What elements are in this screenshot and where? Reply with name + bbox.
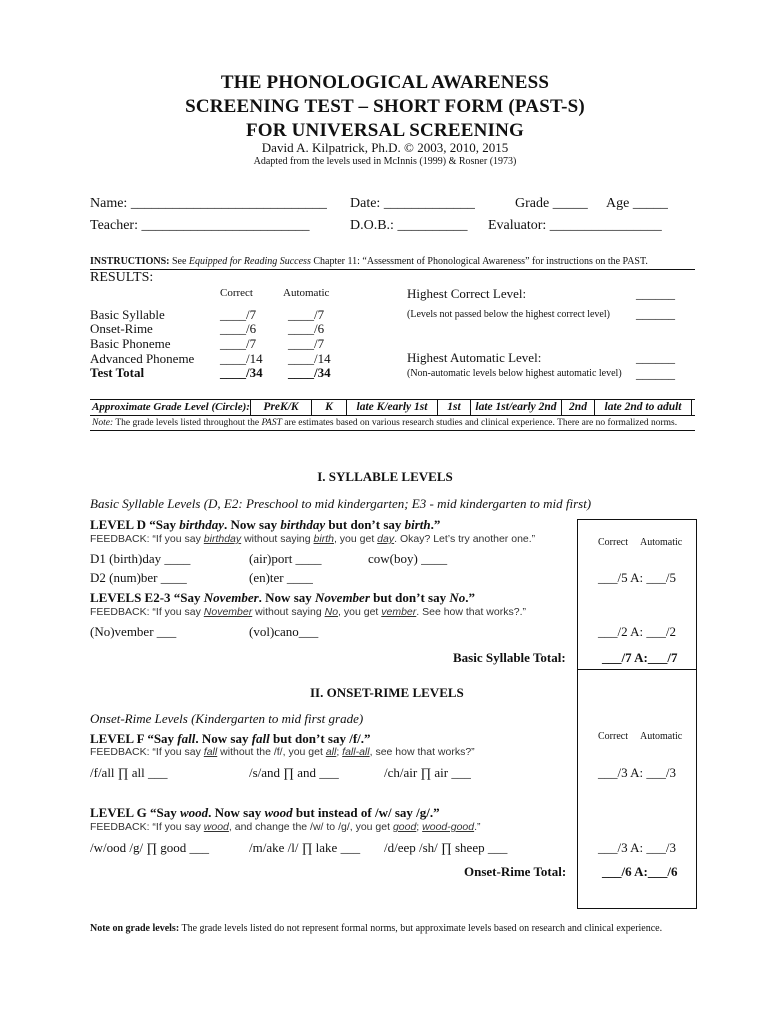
syllable-heading: I. SYLLABLE LEVELS	[317, 469, 453, 484]
author-line: David A. Kilpatrick, Ph.D. © 2003, 2010, 2015	[261, 140, 509, 155]
text: without saying	[241, 533, 314, 545]
highest-correct-blank-2[interactable]: ______	[636, 306, 675, 321]
word: wood	[179, 805, 209, 820]
grade-cell[interactable]: 2nd	[561, 399, 595, 416]
divider	[90, 269, 695, 270]
text: ;	[336, 746, 343, 758]
level-f-prompt	[90, 731, 371, 747]
evaluator-field[interactable]: Evaluator: ________________	[488, 218, 662, 233]
name-field[interactable]: Name: ____________________________	[90, 196, 327, 211]
results-row-label: Basic Syllable	[90, 307, 165, 322]
results-row-correct[interactable]: ____/7	[220, 307, 257, 322]
text: FEEDBACK: “If you say	[90, 746, 204, 758]
results-row-correct[interactable]: ____/6	[220, 321, 257, 336]
text: . See how that works?.”	[416, 606, 526, 618]
box-automatic-label: Automatic	[640, 731, 683, 742]
word: No	[324, 606, 339, 618]
item-d1[interactable]: cow(boy) ____	[368, 551, 448, 566]
word: fall	[177, 731, 196, 746]
syllable-subtitle: Basic Syllable Levels (D, E2: Preschool to mid kindergarten; E3 - mid kindergarten to mid first)	[90, 496, 592, 511]
grade-field[interactable]: Grade _____	[515, 196, 588, 211]
word: day	[377, 533, 395, 545]
text: . Okay? Let’s try another one.”	[394, 533, 536, 545]
level-g-score[interactable]: ___/3 A: ___/3	[598, 840, 677, 855]
level-g-feedback	[90, 821, 481, 833]
word: fall-all	[342, 746, 370, 758]
box-correct-label: Correct	[598, 731, 628, 742]
highest-correct-label: Highest Correct Level:	[407, 286, 527, 301]
text: without saying	[252, 606, 325, 618]
highest-auto-blank-2[interactable]: ______	[636, 366, 675, 381]
word: birthday	[280, 517, 326, 532]
onset-total-label: Onset-Rime Total:	[464, 864, 567, 879]
instructions-label: INSTRUCTIONS:	[90, 256, 170, 267]
word: November	[315, 590, 370, 605]
text: .”	[430, 517, 441, 532]
level-e-prompt	[90, 590, 475, 606]
word: wood	[264, 805, 293, 820]
word: wood-good	[422, 821, 475, 833]
word: fall	[251, 731, 270, 746]
text: .”	[474, 821, 481, 833]
item-g[interactable]: /w/ood /g/ ∏ good ___	[90, 840, 210, 855]
title-line-3: FOR UNIVERSAL SCREENING	[245, 120, 525, 141]
results-row-label: Onset-Rime	[90, 321, 153, 336]
adapted-line: Adapted from the levels used in McInnis (1999) & Rosner (1973)	[253, 156, 517, 167]
word: November	[203, 590, 259, 605]
age-field[interactable]: Age _____	[606, 196, 668, 211]
grade-note-rule	[90, 430, 695, 431]
highest-auto-blank[interactable]: ______	[636, 350, 675, 365]
text: , see how that works?”	[369, 746, 475, 758]
results-row-correct[interactable]: ____/7	[220, 336, 257, 351]
onset-total-score[interactable]: ___/6 A:___/6	[602, 864, 678, 879]
onset-subtitle: Onset-Rime Levels (Kindergarten to mid first grade)	[90, 711, 364, 726]
footer-text: The grade levels listed do not represent formal norms, but approximate levels based on research and clinical experience.	[179, 923, 663, 934]
title-line-2: SCREENING TEST – SHORT FORM (PAST-S)	[185, 96, 585, 117]
syllable-total-score[interactable]: ___/7 A:___/7	[602, 650, 678, 665]
item-e[interactable]: (vol)cano___	[249, 624, 319, 639]
text: , you get	[338, 606, 382, 618]
word: birth	[313, 533, 334, 545]
highest-correct-blank[interactable]: ______	[636, 286, 675, 301]
results-row-automatic[interactable]: ____/7	[288, 336, 325, 351]
item-d1[interactable]: D1 (birth)day ____	[90, 551, 191, 566]
level-g-prompt	[90, 805, 440, 821]
item-d2[interactable]: D2 (num)ber ____	[90, 570, 187, 585]
item-f[interactable]: /s/and ∏ and ___	[249, 765, 339, 780]
onset-heading: II. ONSET-RIME LEVELS	[310, 685, 464, 700]
grade-row-bottom-rule	[90, 415, 695, 416]
text: LEVELS E2-3 “Say	[90, 590, 204, 605]
text: LEVEL F “Say	[90, 731, 178, 746]
grade-cell[interactable]: 1st	[437, 399, 471, 416]
dob-field[interactable]: D.O.B.: __________	[350, 218, 468, 233]
box-automatic-label: Automatic	[640, 537, 683, 548]
results-row-correct[interactable]: ____/14	[220, 351, 263, 366]
results-col-automatic: Automatic	[283, 287, 330, 299]
word: birth	[404, 517, 431, 532]
item-d2[interactable]: (en)ter ____	[249, 570, 313, 585]
text: LEVEL G “Say	[90, 805, 180, 820]
level-e-feedback	[90, 606, 526, 618]
syllable-total-label: Basic Syllable Total:	[453, 650, 566, 665]
box-correct-label: Correct	[598, 537, 628, 548]
instructions	[90, 256, 648, 267]
text: , and change the /w/ to /g/, you get	[228, 821, 393, 833]
text: but don’t say	[325, 517, 405, 532]
grade-note	[92, 418, 677, 428]
item-g[interactable]: /m/ake /l/ ∏ lake ___	[249, 840, 361, 855]
grade-level-label: Approximate Grade Level (Circle):	[92, 401, 250, 413]
text: FEEDBACK: “If you say	[90, 821, 204, 833]
text: ;	[416, 821, 423, 833]
text: LEVEL D “Say	[90, 517, 180, 532]
text: . Now say	[195, 731, 252, 746]
item-f[interactable]: /f/all ∏ all ___	[90, 765, 168, 780]
level-f-feedback	[90, 746, 475, 758]
instructions-text-b: Chapter 11: “Assessment of Phonological Awareness” for instructions on the PAST.	[310, 256, 648, 267]
highest-correct-note: (Levels not passed below the highest correct level)	[407, 309, 610, 320]
word: vember	[381, 606, 417, 618]
text: but don’t say /f/.”	[269, 731, 371, 746]
teacher-field[interactable]: Teacher: ________________________	[90, 218, 310, 233]
level-d-prompt	[90, 517, 440, 533]
level-d-score[interactable]: ___/5 A: ___/5	[598, 570, 677, 585]
results-row-automatic[interactable]: ____/7	[288, 307, 325, 322]
text: . Now say	[224, 517, 281, 532]
word: all	[325, 746, 337, 758]
footer-note	[90, 923, 662, 934]
item-d1[interactable]: (air)port ____	[249, 551, 322, 566]
level-e-score[interactable]: ___/2 A: ___/2	[598, 624, 677, 639]
grade-cell[interactable]: PreK/K	[250, 399, 312, 416]
results-heading: RESULTS:	[90, 270, 154, 285]
results-col-correct: Correct	[220, 287, 253, 299]
title-line-1: THE PHONOLOGICAL AWARENESS	[220, 72, 550, 93]
highest-auto-note: (Non-automatic levels below highest automatic level)	[407, 368, 622, 379]
word: November	[203, 606, 253, 618]
item-e[interactable]: (No)vember ___	[90, 624, 177, 639]
results-row-label: Advanced Phoneme	[90, 351, 195, 366]
grade-note-b: are estimates based on various research studies and clinical experience. There are no formalized norms.	[281, 418, 678, 428]
word: No	[449, 590, 466, 605]
text: . Now say	[258, 590, 316, 605]
item-f[interactable]: /ch/air ∏ air ___	[384, 765, 471, 780]
results-total-automatic[interactable]: ____/34	[288, 365, 331, 380]
results-row-automatic[interactable]: ____/14	[288, 351, 331, 366]
footer-label: Note on grade levels:	[90, 923, 180, 934]
grade-note-past: PAST	[261, 418, 282, 428]
highest-auto-label: Highest Automatic Level:	[407, 350, 542, 365]
results-row-automatic[interactable]: ____/6	[288, 321, 325, 336]
word: birthday	[203, 533, 242, 545]
text: but don’t say	[369, 590, 450, 605]
results-row-label: Basic Phoneme	[90, 336, 171, 351]
item-g[interactable]: /d/eep /sh/ ∏ sheep ___	[384, 840, 508, 855]
text: .”	[465, 590, 475, 605]
text: . Now say	[208, 805, 265, 820]
grade-cell[interactable]: late 2nd to adult	[594, 399, 692, 416]
instructions-book: Equipped for Reading Success	[188, 256, 311, 267]
text: , you get	[333, 533, 378, 545]
text: without the /f/, you get	[217, 746, 326, 758]
text: but instead of /w/ say /g/.”	[292, 805, 440, 820]
results-total-correct[interactable]: ____/34	[220, 365, 263, 380]
level-d-feedback	[90, 533, 535, 545]
word: birthday	[179, 517, 225, 532]
text: FEEDBACK: “If you say	[90, 533, 204, 545]
word: wood	[203, 821, 229, 833]
results-total-label: Test Total	[90, 365, 145, 380]
grade-note-label: Note:	[92, 418, 114, 428]
word: fall	[203, 746, 218, 758]
text: FEEDBACK: “If you say	[90, 606, 204, 618]
instructions-text-a: See	[169, 256, 189, 267]
date-field[interactable]: Date: _____________	[350, 196, 475, 211]
box-divider	[578, 669, 696, 670]
grade-cell[interactable]: late K/early 1st	[346, 399, 438, 416]
grade-cell[interactable]: K	[311, 399, 347, 416]
grade-cell[interactable]: late 1st/early 2nd	[470, 399, 562, 416]
word: good	[392, 821, 417, 833]
level-f-score[interactable]: ___/3 A: ___/3	[598, 765, 677, 780]
grade-note-a: The grade levels listed throughout the	[113, 418, 262, 428]
